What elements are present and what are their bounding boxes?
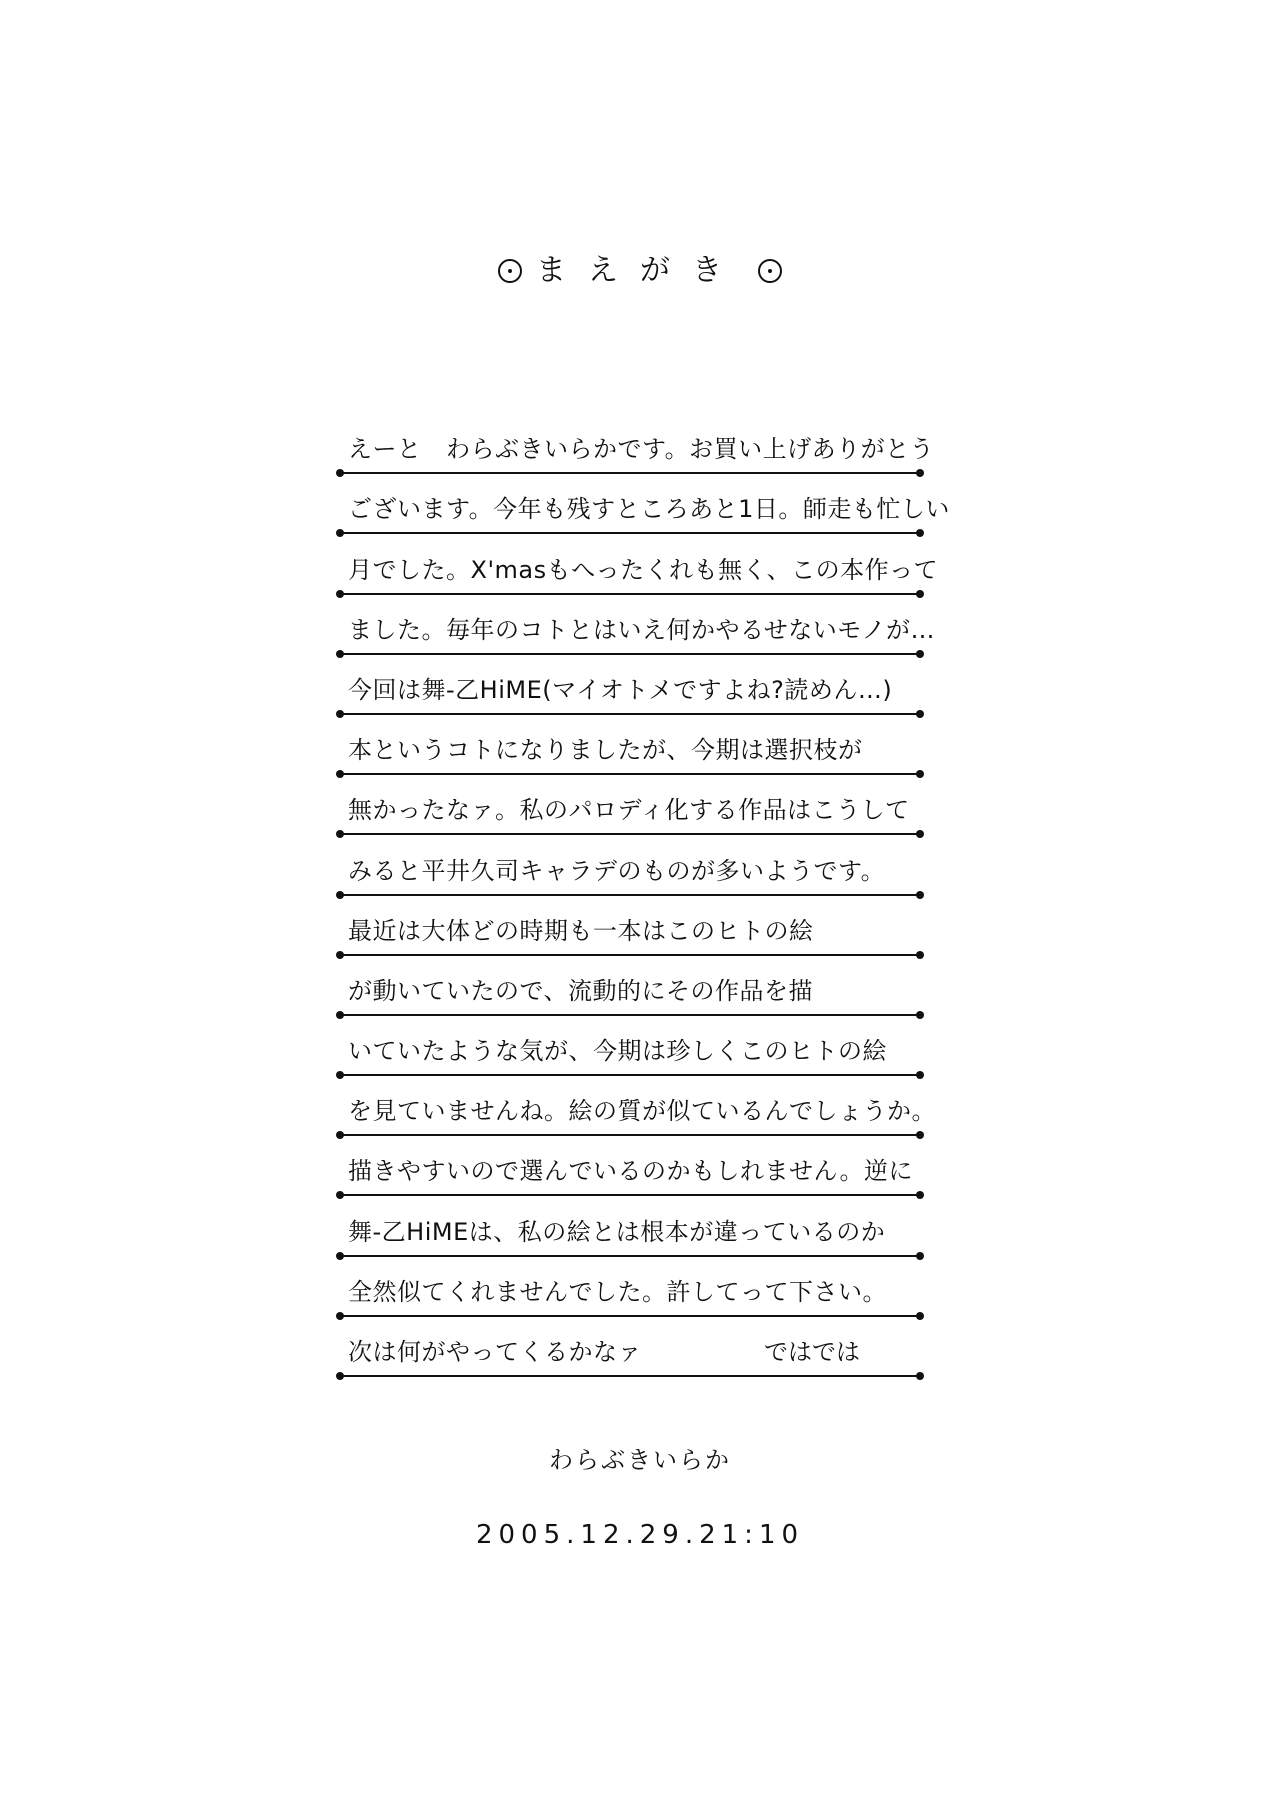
- body-line-text: 最近は大体どの時期も一本はこのヒトの絵: [348, 916, 814, 945]
- ruled-line-12: [340, 1082, 936, 1142]
- ruled-line-9: [340, 902, 920, 962]
- rule-line: [340, 1375, 920, 1377]
- ruled-line-4: [340, 601, 936, 661]
- page-title: [0, 250, 1280, 291]
- ruled-line-7: [340, 781, 920, 841]
- date-stamp: 2005.12.29.21:10: [475, 1520, 805, 1550]
- body-line-text: 描きやすいので選んでいるのかもしれません。逆に: [348, 1157, 913, 1186]
- ruled-line-11: [340, 1022, 920, 1082]
- body-line-text: を見ていませんね。絵の質が似ているんでしょうか。: [348, 1097, 936, 1126]
- rule-line: [340, 833, 920, 835]
- ruled-line-14: [340, 1202, 920, 1262]
- rule-line: [340, 773, 920, 775]
- ruled-line-5: [340, 661, 920, 721]
- rule-line: [340, 1315, 920, 1317]
- rule-line: [340, 472, 920, 474]
- body-line-text: ございます。今年も残すところあと1日。師走も忙しい: [348, 495, 950, 524]
- body-line-text: えーと わらぶきいらかです。お買い上げありがとう: [348, 435, 935, 464]
- ruled-line-16: [340, 1323, 920, 1383]
- ruled-line-1: [340, 420, 935, 480]
- closing-line-text: 次は何がやってくるかなァ: [348, 1338, 642, 1366]
- ruled-line-8: [340, 841, 920, 901]
- closing-farewell-text: ではでは: [764, 1338, 860, 1366]
- body-line-text: いていたような気が、今期は珍しくこのヒトの絵: [348, 1037, 887, 1066]
- rule-line: [340, 532, 920, 534]
- circle-dot-icon-left: [498, 259, 522, 283]
- body-line-text: みると平井久司キャラデのものが多いようです。: [348, 856, 886, 885]
- body-line-text: 無かったなァ。私のパロディ化する作品はこうして: [348, 796, 910, 825]
- body-line-text: が動いていたので、流動的にその作品を描: [348, 976, 814, 1005]
- rule-line: [340, 1074, 920, 1076]
- rule-line: [340, 1134, 920, 1136]
- body-line-text: 本というコトになりましたが、今期は選択枝が: [348, 736, 863, 765]
- ruled-text-body: [340, 420, 950, 1383]
- body-line-text: 今回は舞-乙HiME(マイオトメですよね?読めん…): [348, 675, 893, 704]
- rule-line: [340, 593, 920, 595]
- ruled-line-3: [340, 540, 939, 600]
- body-line-text: 舞-乙HiMEは、私の絵とは根本が違っているのか: [348, 1217, 886, 1246]
- rule-line: [340, 1194, 920, 1196]
- rule-line: [340, 894, 920, 896]
- ruled-line-6: [340, 721, 920, 781]
- rule-line: [340, 1255, 920, 1257]
- ruled-line-2: [340, 480, 950, 540]
- body-line-text: 月でした。X'masもへったくれも無く、この本作って: [348, 555, 939, 584]
- author-signature: わらぶきいらか: [549, 1446, 731, 1474]
- rule-line: [340, 1014, 920, 1016]
- body-line-text: 全然似てくれませんでした。許してって下さい。: [348, 1277, 887, 1306]
- ruled-line-15: [340, 1263, 920, 1323]
- rule-line: [340, 653, 920, 655]
- circle-dot-icon-right: [758, 259, 782, 283]
- ruled-line-10: [340, 962, 920, 1022]
- page-title-text: まえがき: [536, 252, 744, 288]
- rule-line: [340, 713, 920, 715]
- rule-line: [340, 954, 920, 956]
- ruled-line-13: [340, 1142, 920, 1202]
- body-line-text: ました。毎年のコトとはいえ何かやるせないモノが…: [348, 615, 936, 644]
